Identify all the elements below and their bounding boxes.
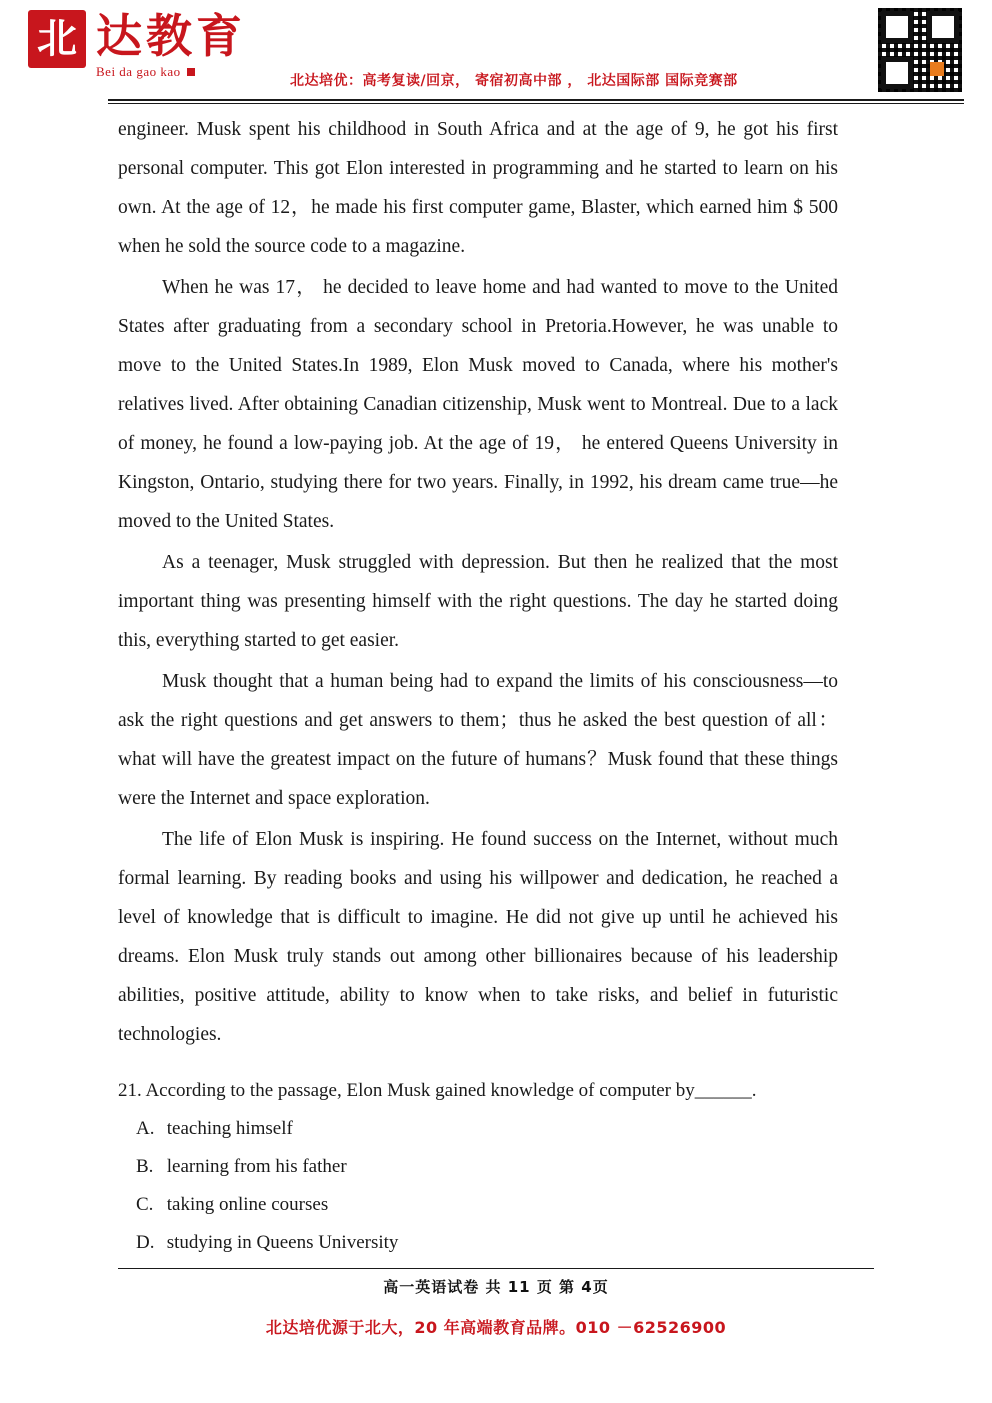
header-tagline: 北达培优：高考复读/回京， 寄宿初高中部 ， 北达国际部 国际竞赛部 <box>290 73 738 89</box>
header-divider <box>108 99 964 101</box>
option-a[interactable] <box>118 1110 838 1148</box>
document-body <box>118 110 838 1262</box>
brand-name-cn: 达教育 <box>96 9 246 63</box>
paragraph: As a teenager, Musk struggled with depression. But then he realized that the most important thing was presenting himself with the right questions. The day he started doing this, everything started to get easier. <box>118 552 838 651</box>
seal-icon: 北 <box>28 10 86 68</box>
option-letter: D. <box>136 1232 155 1253</box>
page-number-info: 高一英语试卷 共 11 页 第 4页 <box>383 1278 609 1296</box>
brand-logo <box>28 10 246 80</box>
square-icon <box>187 68 195 76</box>
brand-pinyin <box>96 64 246 80</box>
question-number: 21. <box>118 1080 142 1101</box>
question-21 <box>118 1072 838 1110</box>
paragraph: The life of Elon Musk is inspiring. He found success on the Internet, without much formal learning. By reading books and using his willpower and dedication, he reached a level of knowledge that is difficult to imagine. He did not give up until he achieved his dreams. Elon Musk truly stands out among other billionaires because of his leadership abilities, positive attitude, ability to know when to take risks, and belief in futuristic technologies. <box>118 829 838 1045</box>
option-c[interactable] <box>118 1186 838 1224</box>
option-text: studying in Queens University <box>166 1232 399 1253</box>
paragraph: Musk thought that a human being had to expand the limits of his consciousness—to ask the right questions and get answers to them；thus he asked the best question of all：what will have the greatest impact on the future of humans？Musk found that these things were the Internet and space exploration. <box>118 671 838 809</box>
footer-divider <box>118 1268 874 1269</box>
page-header <box>0 0 992 104</box>
brand-text <box>96 10 246 80</box>
option-letter: C. <box>136 1194 154 1215</box>
option-text: taking online courses <box>166 1194 329 1215</box>
qr-code-icon <box>878 8 962 92</box>
qr-accent-icon <box>930 62 944 76</box>
option-letter: B. <box>136 1156 154 1177</box>
page-footer <box>0 1268 992 1338</box>
brand-pinyin-text: Bei da gao kao <box>96 64 181 79</box>
footer-promo: 北达培优源于北大，20 年高端教育品牌。010 －62526900 <box>265 1318 727 1337</box>
option-text: learning from his father <box>166 1156 347 1177</box>
option-letter: A. <box>136 1118 155 1139</box>
option-d[interactable] <box>118 1224 838 1262</box>
question-stem: According to the passage, Elon Musk gained knowledge of computer by______. <box>145 1080 757 1101</box>
option-text: teaching himself <box>166 1118 293 1139</box>
header-divider-thin <box>108 103 964 104</box>
option-b[interactable] <box>118 1148 838 1186</box>
qr-corner-icon <box>881 57 913 89</box>
paragraph: When he was 17， he decided to leave home and had wanted to move to the United States after graduating from a secondary school in Pretoria.However, he was unable to move to the United States.In 1989, Elon Musk moved to Canada, where his mother's relatives lived. After obtaining Canadian citizenship, Musk went to Montreal. Due to a lack of money, he found a low-paying job. At the age of 19， he entered Queens University in Kingston, Ontario, studying there for two years. Finally, in 1992, his dream came true—he moved to the United States. <box>118 277 838 532</box>
paragraph: engineer. Musk spent his childhood in South Africa and at the age of 9, he got his first personal computer. This got Elon interested in programming and he started to learn on his own. At the age of 12，he made his first computer game, Blaster, which earned him $ 500 when he sold the source code to a magazine. <box>118 119 838 257</box>
